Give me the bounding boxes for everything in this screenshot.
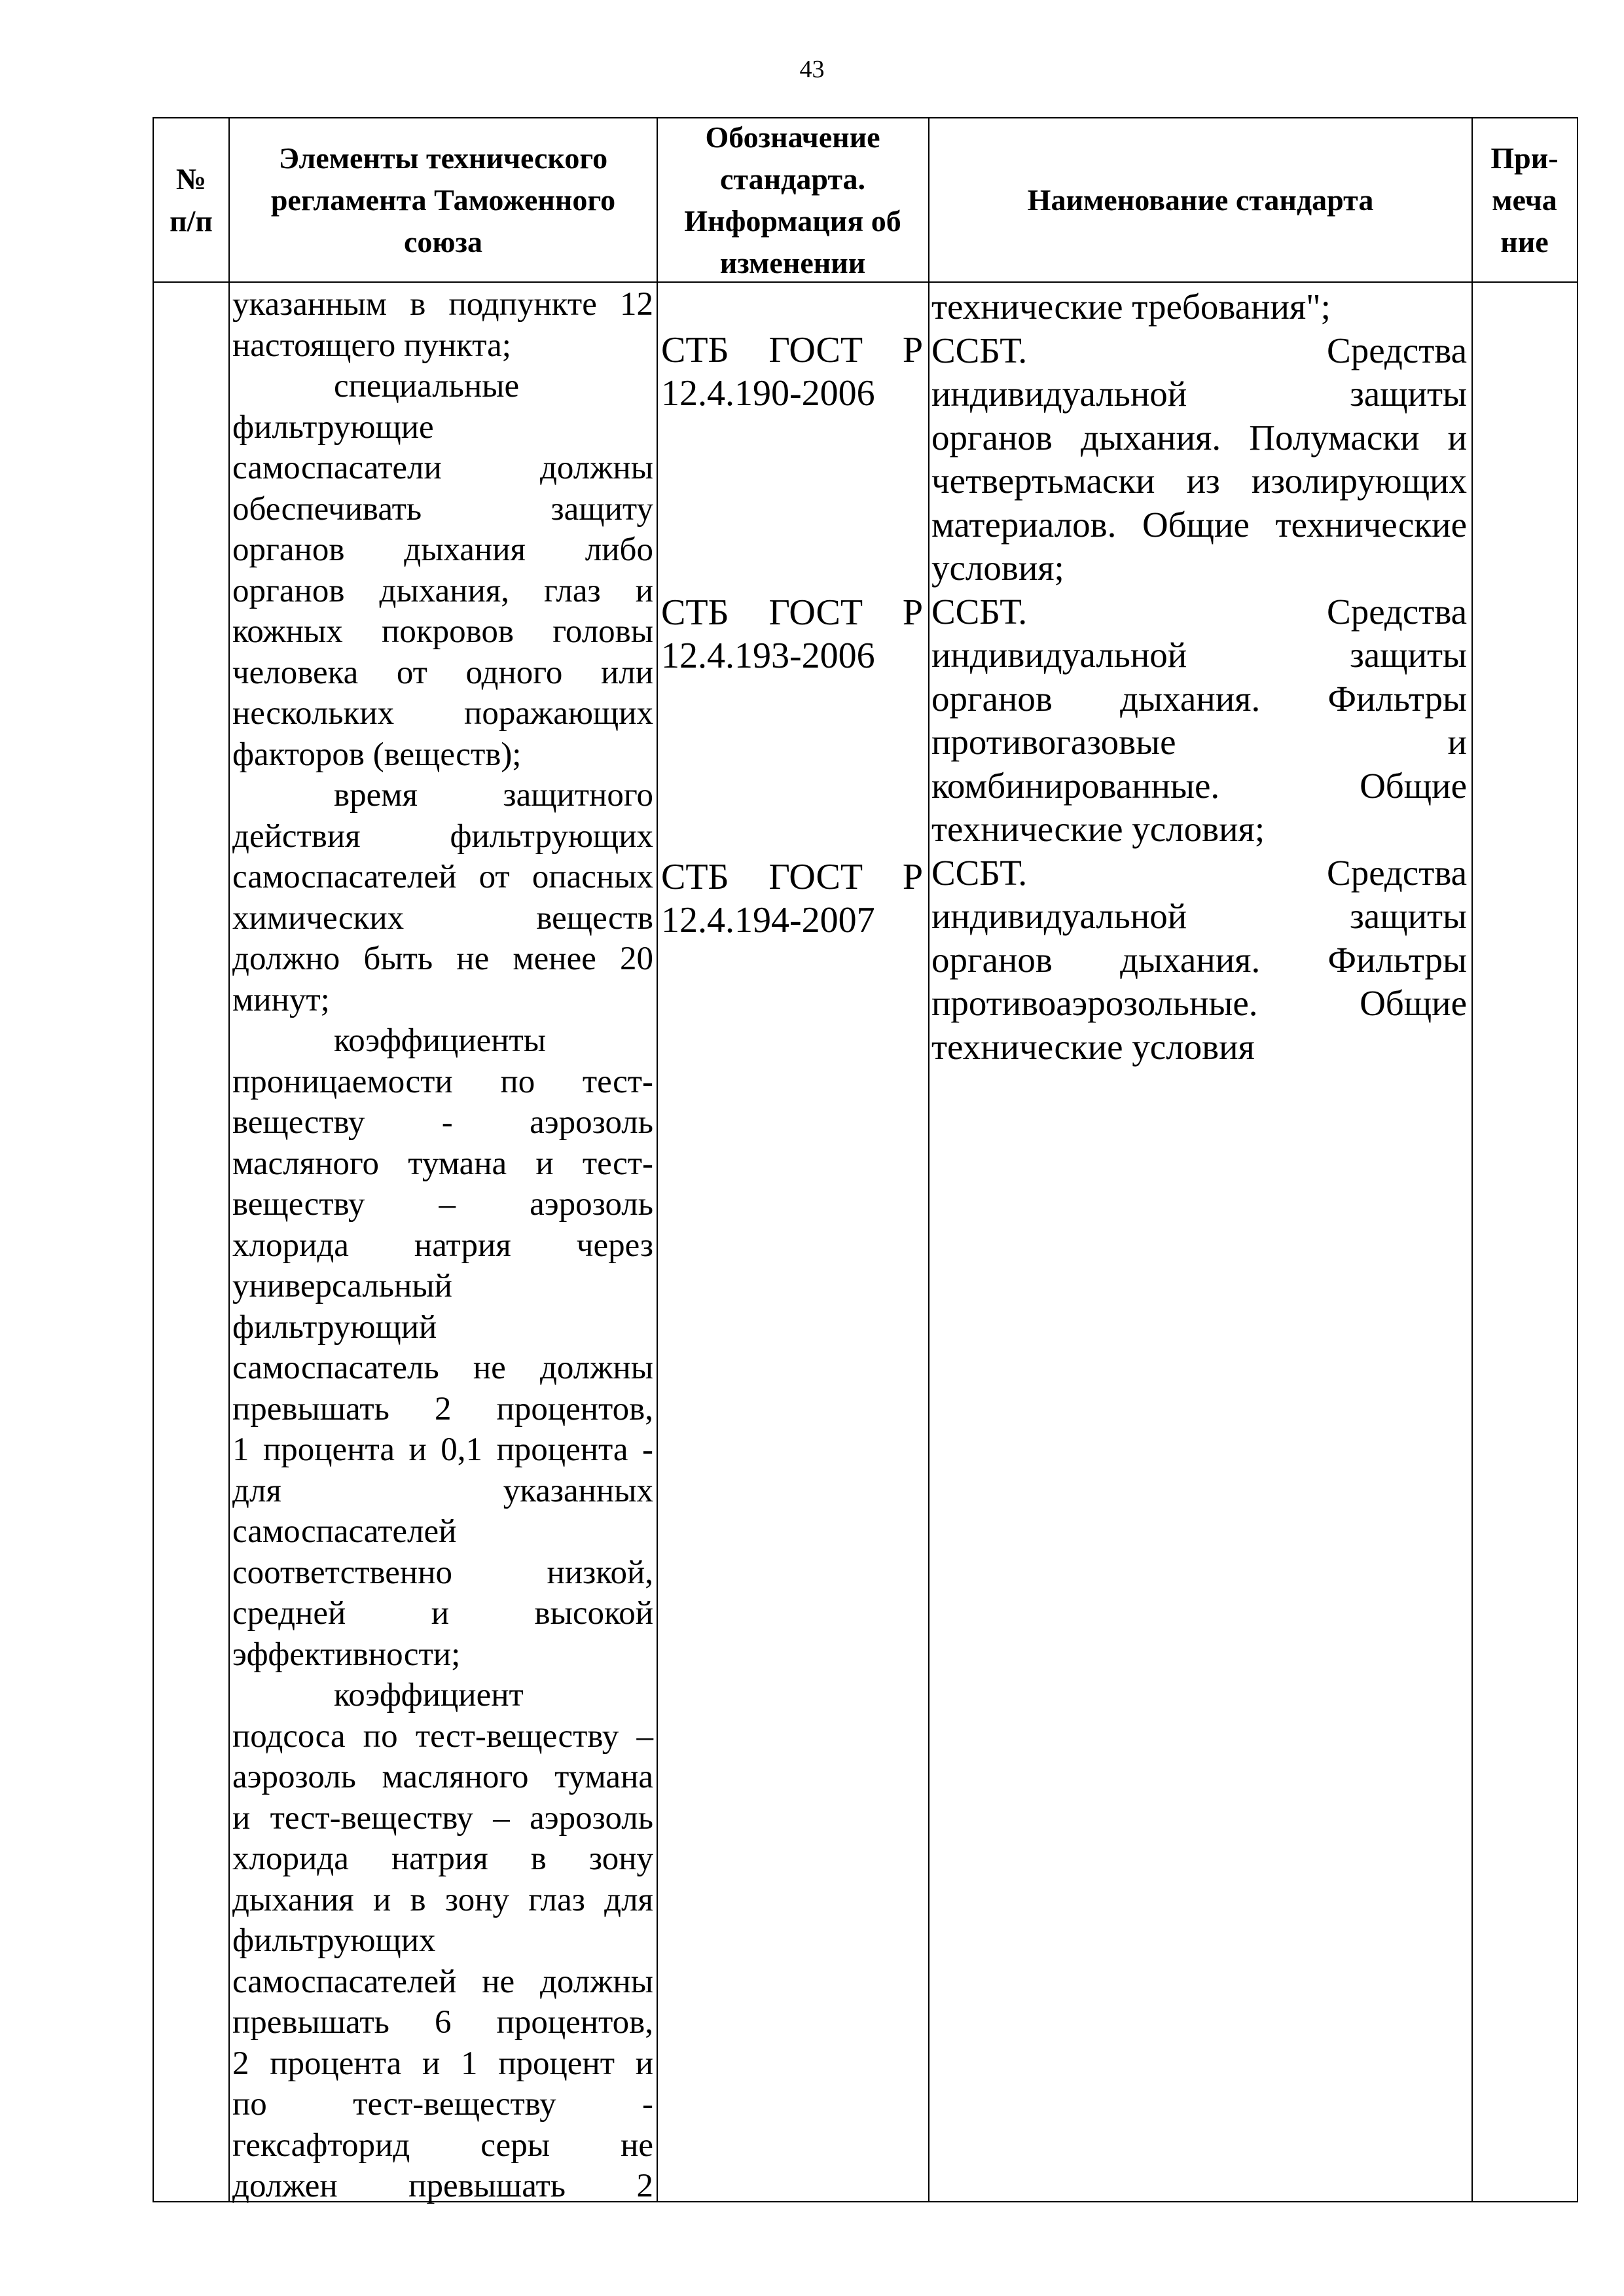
standard-names-cell bbox=[931, 285, 1467, 1069]
elements-line: хлорида натрия через bbox=[232, 1227, 653, 1264]
elements-line: самоспасателей не должны bbox=[232, 1963, 653, 2000]
elements-cell bbox=[232, 284, 653, 2207]
name-line: условия; bbox=[931, 548, 1064, 588]
elements-line: органов дыхания, глаз и bbox=[232, 572, 653, 609]
header-num: № п/п bbox=[170, 162, 213, 238]
elements-line: масляного тумана и тест- bbox=[232, 1145, 653, 1182]
elements-line: должен превышать 2 bbox=[232, 2168, 653, 2204]
column-border bbox=[1577, 117, 1578, 2202]
standard-code-line: 12.4.193-2006 bbox=[661, 636, 875, 676]
elements-line: проницаемости по тест- bbox=[232, 1063, 653, 1100]
standard-code-line: СТБ ГОСТ Р bbox=[661, 857, 923, 897]
standard-code-2 bbox=[661, 591, 923, 677]
elements-line: самоспасателей bbox=[232, 1513, 457, 1550]
elements-line: хлорида натрия в зону bbox=[232, 1840, 653, 1877]
elements-line: эффективности; bbox=[232, 1636, 461, 1673]
header-note: При-меча ние bbox=[1490, 141, 1559, 259]
elements-line: фильтрующие bbox=[232, 408, 434, 446]
name-line: ССБТ. Средства bbox=[931, 330, 1467, 370]
elements-line: человека от одного или bbox=[232, 654, 653, 691]
name-line: индивидуальной защиты bbox=[931, 896, 1467, 936]
column-border bbox=[657, 117, 658, 2202]
elements-line: химических веществ bbox=[232, 899, 653, 937]
column-border bbox=[228, 117, 230, 2202]
elements-line: коэффициент bbox=[334, 1677, 524, 1713]
standard-code-line: СТБ ГОСТ Р bbox=[661, 592, 923, 633]
name-line: органов дыхания. Фильтры bbox=[931, 939, 1467, 980]
elements-line: превышать 6 процентов, bbox=[232, 2004, 653, 2041]
elements-line: аэрозоль масляного тумана bbox=[232, 1759, 653, 1795]
name-line: ССБТ. Средства bbox=[931, 852, 1467, 893]
elements-line: соответственно низкой, bbox=[232, 1554, 653, 1591]
elements-line: самоспасатели должны bbox=[232, 450, 653, 486]
name-line: противоаэрозольные. Общие bbox=[931, 983, 1467, 1023]
name-line: индивидуальной защиты bbox=[931, 635, 1467, 675]
name-line: технические условия bbox=[931, 1026, 1255, 1067]
name-line: технические требования"; bbox=[931, 287, 1331, 327]
name-line: четвертьмаски из изолирующих bbox=[931, 461, 1467, 501]
standard-code-line: 12.4.190-2006 bbox=[661, 373, 875, 414]
elements-line: 1 процента и 0,1 процента - bbox=[232, 1431, 653, 1468]
elements-line: универсальный bbox=[232, 1268, 452, 1304]
column-border bbox=[153, 117, 154, 2202]
elements-line: 2 процента и 1 процент и bbox=[232, 2045, 653, 2082]
elements-line: нескольких поражающих bbox=[232, 695, 653, 732]
name-line: противогазовые и bbox=[931, 722, 1467, 762]
column-border bbox=[928, 117, 929, 2202]
elements-line: действия фильтрующих bbox=[232, 817, 653, 855]
elements-line: самоспасатель не должны bbox=[232, 1350, 653, 1386]
elements-line: кожных покровов головы bbox=[232, 613, 653, 650]
elements-line: подсоса по тест-веществу – bbox=[232, 1717, 653, 1755]
elements-line: для указанных bbox=[232, 1472, 653, 1509]
elements-line: средней и высокой bbox=[232, 1595, 653, 1632]
elements-line: должно быть не менее 20 bbox=[232, 941, 653, 977]
standard-code-line: 12.4.194-2007 bbox=[661, 900, 875, 941]
name-line: органов дыхания. Полумаски и bbox=[931, 417, 1467, 457]
standard-code-1 bbox=[661, 329, 923, 415]
name-line: органов дыхания. Фильтры bbox=[931, 678, 1467, 719]
elements-line: фильтрующий bbox=[232, 1308, 437, 1346]
header-elements: Элементы технического регламента Таможенного союза bbox=[270, 141, 616, 259]
column-border bbox=[1471, 117, 1473, 2202]
elements-line: дыхания и в зону глаз для bbox=[232, 1881, 653, 1918]
elements-line: и тест-веществу – аэрозоль bbox=[232, 1799, 653, 1837]
elements-line: самоспасателей от опасных bbox=[232, 859, 653, 895]
elements-line: веществу – аэрозоль bbox=[232, 1186, 653, 1223]
elements-line: время защитного bbox=[334, 777, 653, 814]
elements-line: органов дыхания либо bbox=[232, 531, 653, 568]
elements-line: минут; bbox=[232, 981, 330, 1018]
elements-line: коэффициенты bbox=[334, 1022, 547, 1059]
standard-code-line: СТБ ГОСТ Р bbox=[661, 330, 923, 370]
elements-line: указанным в подпункте 12 bbox=[232, 286, 653, 323]
elements-line: факторов (веществ); bbox=[232, 736, 522, 773]
elements-line: превышать 2 процентов, bbox=[232, 1390, 653, 1427]
page-number: 43 bbox=[799, 56, 825, 83]
header-designation: Обозначение стандарта. Информация об изменении bbox=[684, 120, 901, 279]
name-line: комбинированные. Общие bbox=[931, 765, 1467, 806]
elements-line: обеспечивать защиту bbox=[232, 490, 653, 528]
elements-line: по тест-веществу - bbox=[232, 2086, 653, 2123]
elements-line: гексафторид серы не bbox=[232, 2126, 653, 2164]
standard-code-3 bbox=[661, 855, 923, 942]
name-line: ССБТ. Средства bbox=[931, 591, 1467, 632]
elements-line: фильтрующих bbox=[232, 1922, 436, 1959]
name-line: технические условия; bbox=[931, 809, 1265, 849]
name-line: материалов. Общие технические bbox=[931, 504, 1467, 545]
elements-line: настоящего пункта; bbox=[232, 327, 511, 364]
header-name: Наименование стандарта bbox=[1027, 183, 1374, 217]
name-line: индивидуальной защиты bbox=[931, 374, 1467, 414]
elements-line: веществу - аэрозоль bbox=[232, 1104, 653, 1141]
elements-line: специальные bbox=[334, 368, 520, 404]
